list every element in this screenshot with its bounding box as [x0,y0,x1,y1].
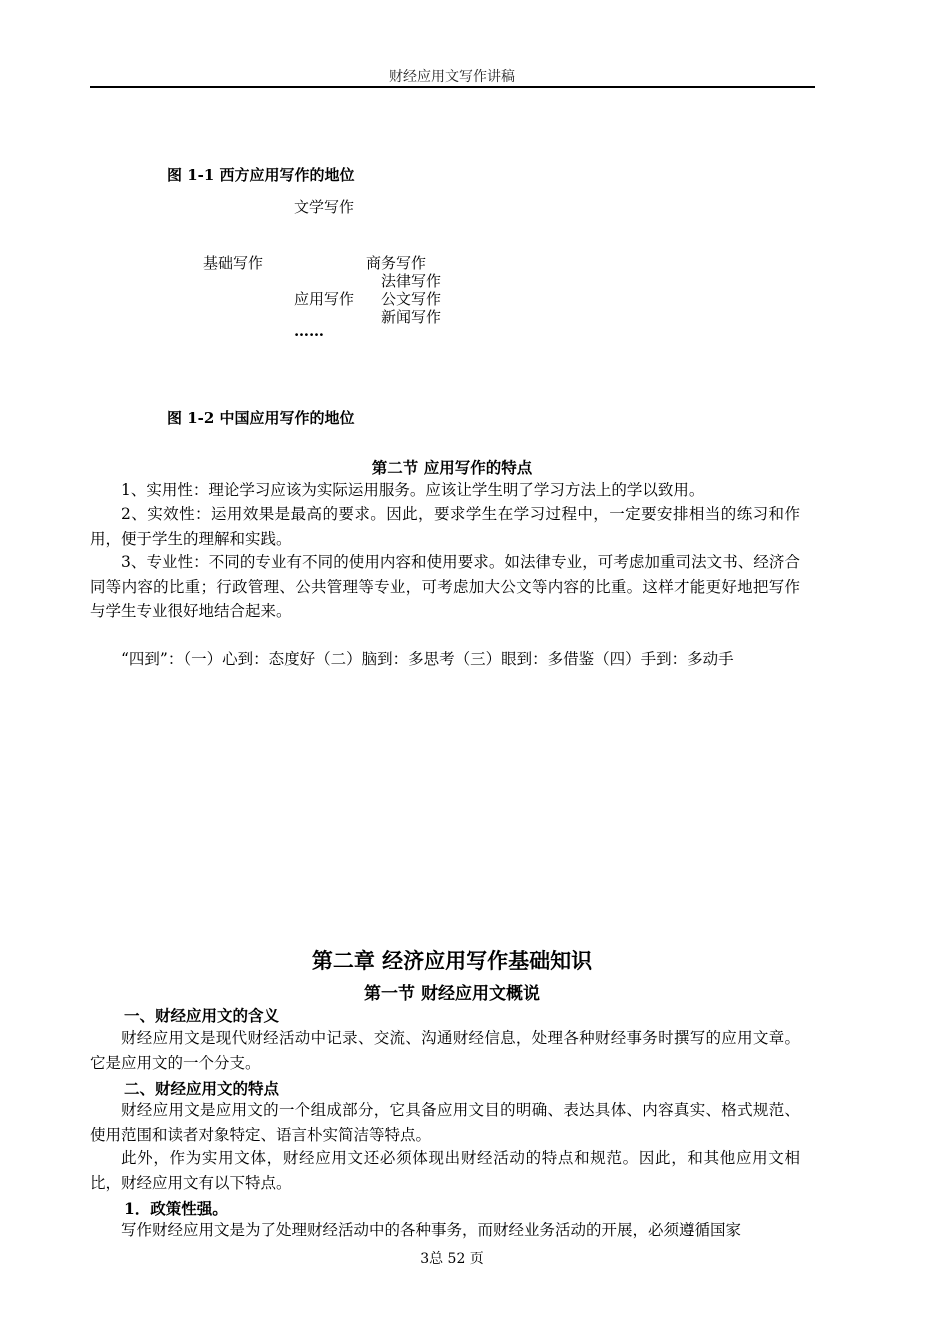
page-header: 财经应用文写作讲稿 [389,69,515,85]
heading-meaning: 一、财经应用文的含义 [124,1006,280,1025]
section-title: 第二节 应用写作的特点 [371,458,533,477]
node-literary-writing: 文学写作 [294,198,355,216]
node-business-writing: 商务写作 [366,254,427,272]
page-footer: 3总 52 页 [420,1251,484,1267]
node-legal-writing: 法律写作 [381,272,442,290]
node-ellipsis: …… [294,322,324,340]
chapter-title: 第二章 经济应用写作基础知识 [311,948,593,973]
node-applied-writing: 应用写作 [294,290,355,308]
paragraph-additional: 此外，作为实用文体，财经应用文还必须体现出财经活动的特点和规范。因此，和其他应用文相比，财经应用文有以下特点。 [90,1149,800,1192]
paragraph-practicality: 1、实用性：理论学习应该为实际运用服务。应该让学生明了学习方法上的学以致用。 [121,481,705,499]
figure-1-caption: 图 1-1 西方应用写作的地位 [167,166,355,184]
subsection-title: 第一节 财经应用文概说 [364,984,540,1004]
node-official-writing: 公文写作 [381,290,442,308]
node-basic-writing: 基础写作 [203,254,264,272]
heading-features: 二、财经应用文的特点 [124,1079,280,1098]
heading-policy: 1．政策性强。 [124,1199,228,1218]
paragraph-effectiveness: 2、实效性：运用效果是最高的要求。因此，要求学生在学习过程中，一定要安排相当的练习和作用，便于学生的理解和实践。 [90,505,800,548]
paragraph-features: 财经应用文是应用文的一个组成部分，它具备应用文目的明确、表达具体、内容真实、格式规范、使用范围和读者对象特定、语言朴实简洁等特点。 [90,1101,800,1144]
paragraph-specialization: 3、专业性：不同的专业有不同的使用内容和使用要求。如法律专业，可考虑加重司法文书、经济合同等内容的比重；行政管理、公共管理等专业，可考虑加大公文等内容的比重。这样才能更好地把写作与学生专业很好地结合起来。 [90,553,800,620]
header-rule [90,86,815,88]
paragraph-policy: 写作财经应用文是为了处理财经活动中的各种事务，而财经业务活动的开展，必须遵循国家 [121,1221,742,1239]
paragraph-four-arrivals: “四到”：（一）心到：态度好（二）脑到：多思考（三）眼到：多借鉴（四）手到：多动手 [121,650,734,668]
node-news-writing: 新闻写作 [381,308,442,326]
paragraph-meaning: 财经应用文是现代财经活动中记录、交流、沟通财经信息，处理各种财经事务时撰写的应用文章。它是应用文的一个分支。 [90,1029,800,1072]
figure-2-caption: 图 1-2 中国应用写作的地位 [167,409,355,427]
